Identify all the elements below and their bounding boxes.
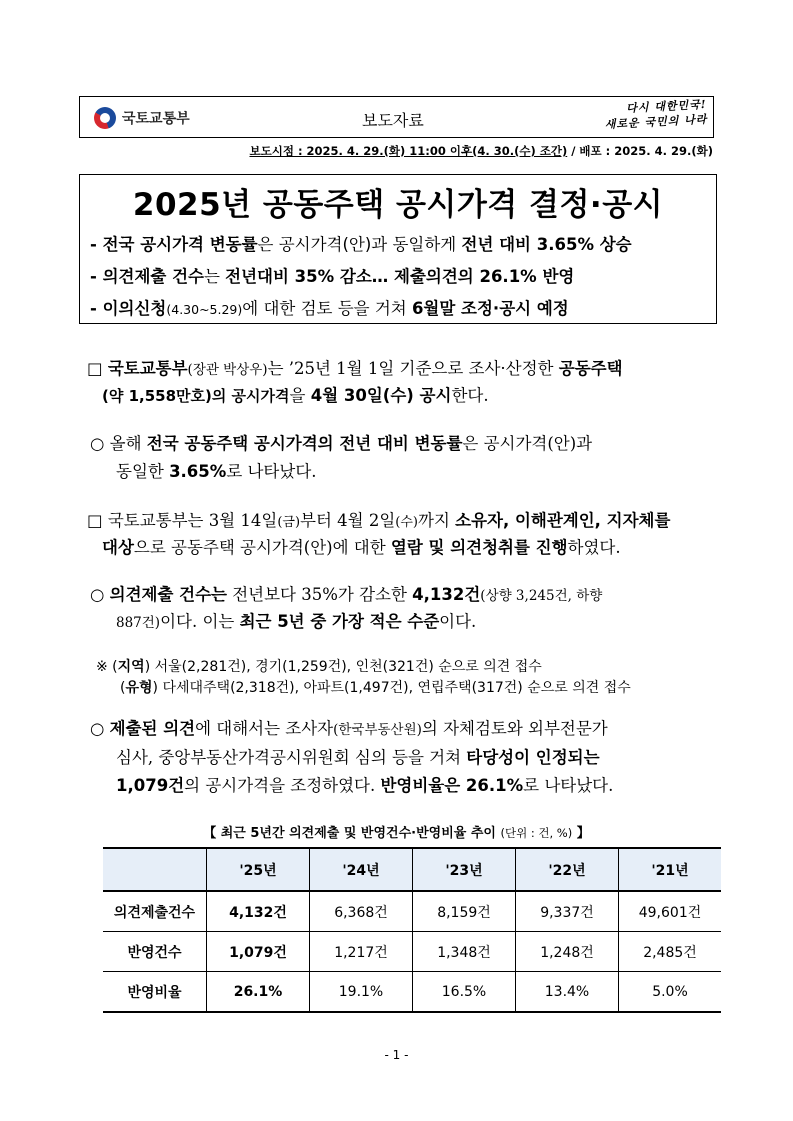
sec1-date: 4월 30일(수) 공시 bbox=[310, 386, 452, 405]
table-row bbox=[103, 891, 721, 932]
sub-ratio: 반영비율은 26.1% bbox=[380, 776, 524, 795]
sub-rate: 3.65% bbox=[169, 462, 227, 481]
slogan-line-2: 새로운 국민의 나라 bbox=[604, 112, 708, 132]
sec1-count: (약 1,558만호)의 공시가격 bbox=[102, 387, 290, 405]
table-cell: 1,348건 bbox=[413, 932, 516, 972]
headline-3 bbox=[90, 295, 569, 319]
table-cell: 9,337건 bbox=[516, 891, 619, 932]
headline-2-c: 전년대비 35% 감소… 제출의견의 26.1% 반영 bbox=[225, 267, 575, 286]
sec1-line-2 bbox=[102, 380, 489, 412]
table-cell: 1,217건 bbox=[310, 932, 413, 972]
table-cell: 13.4% bbox=[516, 972, 619, 1013]
table-row bbox=[103, 932, 721, 972]
table-header-row bbox=[103, 848, 721, 891]
sub-text-a: 이다. 이는 bbox=[160, 612, 240, 631]
sec2-sub2-line-3 bbox=[116, 770, 613, 802]
sub-text: 전년보다 35%가 감소한 bbox=[226, 585, 413, 604]
table-cell: 1,079건 bbox=[207, 932, 310, 972]
slogan-signature bbox=[584, 97, 707, 133]
row-label: 반영비율 bbox=[103, 972, 207, 1013]
headline-2-a: - 의견제출 건수 bbox=[90, 267, 204, 286]
document-type: 보도자료 bbox=[362, 111, 424, 130]
ministry-emblem-icon bbox=[94, 107, 116, 129]
table-header-cell bbox=[103, 848, 207, 891]
headline-1-c: 전년 대비 3.65% 상승 bbox=[461, 235, 632, 254]
table-header-cell: '25년 bbox=[207, 848, 310, 891]
note-type-label: 유형 bbox=[125, 680, 153, 696]
sec2-f: 소유자, 이해관계인, 지자체를 bbox=[455, 511, 671, 530]
sub-emphasis: 전국 공동주택 공시가격의 전년 대비 변동률 bbox=[146, 434, 463, 453]
headline-1-b: 은 공시가격(안)과 동일하게 bbox=[257, 235, 462, 254]
caption-text: 【 최근 5년간 의견제출 및 반영건수·반영비율 추이 bbox=[203, 826, 501, 841]
note-type-text: ) 다세대주택(2,318건), 아파트(1,497건), 연립주택(317건) 순으로 의견 접수 bbox=[152, 680, 631, 696]
caption-end: 】 bbox=[572, 826, 590, 841]
sub-text-a: 에 대해서는 조사자 bbox=[195, 719, 334, 738]
slogan-line-1: 다시 대한민국! bbox=[625, 97, 707, 116]
sec2-j: 하였다. bbox=[567, 538, 621, 557]
table-cell: 5.0% bbox=[619, 972, 722, 1013]
sec1-ministry: 국토교통부 bbox=[107, 359, 188, 378]
page-number: - 1 - bbox=[384, 1048, 409, 1062]
headline-1-a: - 전국 공시가격 변동률 bbox=[90, 235, 258, 254]
sub-text-e: 로 나타났다. bbox=[523, 776, 614, 795]
headline-3-c: 에 대한 검토 등을 거쳐 bbox=[242, 299, 412, 318]
document-title: 2025년 공동주택 공시가격 결정·공시 bbox=[132, 187, 664, 223]
caption-unit: (단위 : 건, %) bbox=[500, 826, 573, 840]
sec2-h: 으로 공동주택 공시가격(안)에 대한 bbox=[133, 538, 391, 557]
sub-text-d: 의 공시가격을 조정하였다. bbox=[184, 776, 381, 795]
sec1-sub-line-2 bbox=[116, 456, 317, 488]
sub-text-a: 동일한 bbox=[116, 462, 170, 481]
title-box bbox=[79, 174, 717, 324]
sub-adjusted-count: 1,079건 bbox=[116, 776, 185, 795]
distribution-date: / 배포 : 2025. 4. 29.(화) bbox=[567, 144, 713, 158]
sec1-minister: (장관 박상우) bbox=[187, 362, 268, 378]
sub-bullet: ○ 올해 bbox=[90, 434, 147, 453]
sub-breakdown-end: 887건) bbox=[116, 615, 161, 631]
ministry-name: 국토교통부 bbox=[122, 111, 190, 127]
sub-lowest: 최근 5년 중 가장 적은 수준 bbox=[239, 612, 440, 631]
sub-breakdown: (상향 3,245건, 하향 bbox=[480, 588, 603, 604]
table-header-cell: '21년 bbox=[619, 848, 722, 891]
table-cell: 16.5% bbox=[413, 972, 516, 1013]
table-cell: 26.1% bbox=[207, 972, 310, 1013]
sub-count-label: 의견제출 건수는 bbox=[109, 585, 227, 604]
sub-agency: (한국부동산원) bbox=[333, 722, 422, 738]
table-cell: 4,132건 bbox=[207, 891, 310, 932]
sec2-d: (수) bbox=[395, 515, 418, 530]
sub-count: 4,132건 bbox=[412, 585, 481, 604]
table-cell: 19.1% bbox=[310, 972, 413, 1013]
note-mark: ※ ( bbox=[96, 659, 118, 675]
row-label: 의견제출건수 bbox=[103, 891, 207, 932]
note-region bbox=[96, 656, 542, 676]
release-info bbox=[250, 143, 714, 159]
sub-accepted: 타당성이 인정되는 bbox=[466, 748, 600, 767]
sec2-i: 열람 및 의견청취를 진행 bbox=[390, 538, 568, 557]
table-cell: 49,601건 bbox=[619, 891, 722, 932]
note-type bbox=[120, 677, 631, 697]
table-header-cell: '23년 bbox=[413, 848, 516, 891]
table-cell: 1,248건 bbox=[516, 932, 619, 972]
note-paren: ( bbox=[120, 680, 126, 696]
headline-1 bbox=[90, 231, 632, 255]
sec2-line-2 bbox=[102, 532, 621, 564]
ministry-logo bbox=[94, 107, 190, 129]
table-cell: 6,368건 bbox=[310, 891, 413, 932]
sec1-text: 는 ’25년 1월 1일 기준으로 조사·산정한 bbox=[267, 359, 559, 378]
table-caption bbox=[0, 822, 793, 841]
sec1-bullet: □ bbox=[87, 359, 108, 378]
sub-text-b: 이다. bbox=[439, 612, 477, 631]
sec2-c: 부터 4월 2일 bbox=[300, 511, 396, 530]
opinion-trend-table bbox=[103, 847, 721, 1013]
sub-text-b: 의 자체검토와 외부전문가 bbox=[421, 719, 608, 738]
sub-text: 은 공시가격(안)과 bbox=[462, 434, 593, 453]
sec1-end: 한다. bbox=[451, 386, 489, 405]
table-header-cell: '22년 bbox=[516, 848, 619, 891]
sec1-housing: 공동주택 bbox=[558, 359, 623, 378]
sec2-a: □ 국토교통부는 3월 14일 bbox=[87, 511, 278, 530]
sub-bullet: ○ bbox=[90, 719, 110, 738]
sub-opinions: 제출된 의견 bbox=[109, 719, 196, 738]
sec2-b: (금) bbox=[277, 515, 301, 530]
table-row bbox=[103, 972, 721, 1013]
table-cell: 8,159건 bbox=[413, 891, 516, 932]
headline-3-d: 6월말 조정·공시 예정 bbox=[411, 299, 569, 318]
note-region-label: 지역 bbox=[117, 659, 145, 675]
headline-3-a: - 이의신청 bbox=[90, 299, 167, 318]
header-box bbox=[79, 96, 714, 138]
table-cell: 2,485건 bbox=[619, 932, 722, 972]
note-region-text: ) 서울(2,281건), 경기(1,259건), 인천(321건) 순으로 의견 접수 bbox=[144, 659, 542, 675]
headline-3-b: (4.30~5.29) bbox=[166, 302, 243, 317]
sub-bullet: ○ bbox=[90, 585, 110, 604]
row-label: 반영건수 bbox=[103, 932, 207, 972]
headline-2-b: 는 bbox=[203, 267, 226, 286]
sub-text-c: 심사, 중앙부동산가격공시위원회 심의 등을 거쳐 bbox=[116, 748, 467, 767]
sec1-josa: 을 bbox=[289, 386, 311, 405]
headline-2 bbox=[90, 263, 574, 287]
sub-text-b: 로 나타났다. bbox=[226, 462, 317, 481]
table-header-cell: '24년 bbox=[310, 848, 413, 891]
release-time: 보도시점 : 2025. 4. 29.(화) 11:00 이후(4. 30.(수) 조간) bbox=[249, 144, 568, 158]
sec2-sub1-line-2 bbox=[116, 606, 476, 639]
sec2-g: 대상 bbox=[102, 538, 134, 557]
sec2-e: 까지 bbox=[418, 511, 456, 530]
